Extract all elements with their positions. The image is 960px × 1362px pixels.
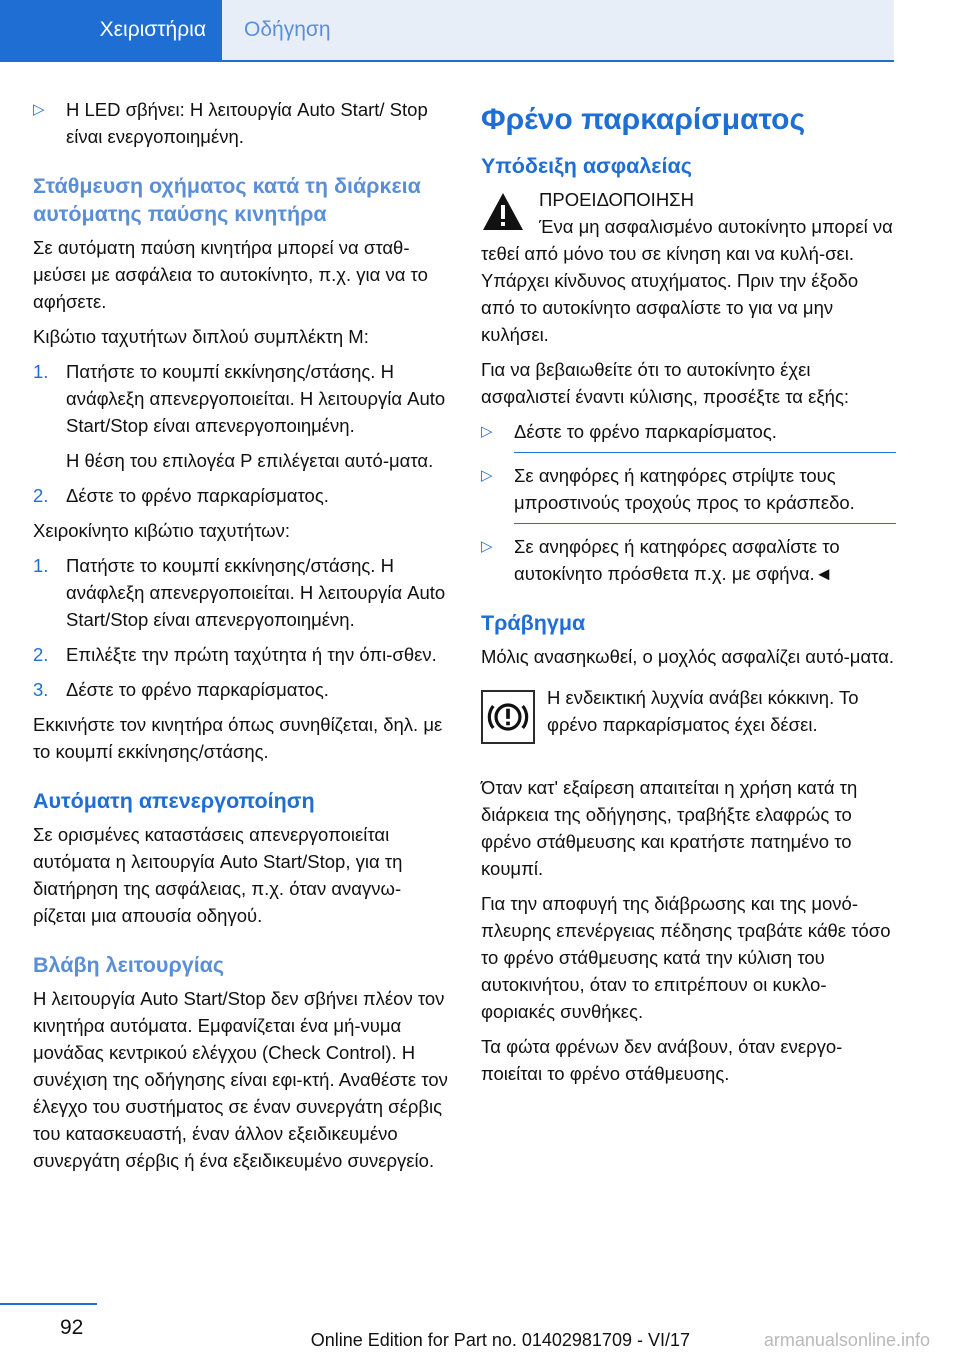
list-item	[33, 552, 448, 633]
triangle-bullet-icon: ▷	[481, 538, 493, 555]
right-column	[481, 96, 896, 1095]
heading-stop-parking: Στάθμευση οχήματος κατά τη διάρκεια αυτόματης παύσης κινητήρα	[33, 174, 421, 226]
warning-triangle-icon	[481, 190, 525, 234]
header-rule	[0, 60, 894, 62]
paragraph-dct: Κιβώτιο ταχυτήτων διπλού συμπλέκτη M:	[33, 326, 369, 347]
list-item	[33, 358, 448, 474]
step-number: 2.	[33, 644, 49, 665]
triangle-bullet-icon: ▷	[481, 467, 493, 484]
paragraph-corrosion: Για την αποφυγή της διάβρωσης και της μονό-πλευρης επενέργειας πέδησης τραβάτε κάθε τόσο το φρένο στάθμευσης κατά την κύλιση του αυτοκινήτου, όταν το επιτρέπουν οι κυκλο-φοριακές συνθήκες.	[481, 893, 891, 1022]
secure-list	[481, 418, 896, 587]
left-column	[33, 96, 448, 1182]
paragraph-pull: Μόλις ανασηκωθεί, ο μοχλός ασφαλίζει αυτό-ματα.	[481, 646, 895, 667]
heading-safety-note: Υπόδειξη ασφαλείας	[481, 154, 692, 178]
page-number: 92	[60, 1316, 84, 1339]
paragraph-malfunction: Η λειτουργία Auto Start/Stop δεν σβήνει πλέον τον κινητήρα αυτόματα. Εμφανίζεται ένα μή-νυμα μονάδας κεντρικού ελέγχου (Check Control). Η συνέχιση της οδήγησης είναι εφι-κτή. Αναθέστε τον έλεγχο του συστήματος σε έναν συνεργάτη σέρβις του κατασκευαστή, έναν άλλον εξειδικευμένο συνεργάτη σέρβις ή ένα εξειδικευμένο συνεργείο.	[33, 988, 448, 1171]
paragraph-auto-deactivation: Σε ορισμένες καταστάσεις απενεργοποιείται αυτόματα η λειτουργία Auto Start/Stop, για τη διατήρηση της ασφάλειας, π.χ. όταν αναγνω-ρίζεται μια απουσία οδηγού.	[33, 824, 403, 926]
paragraph-manual: Χειροκίνητο κιβώτιο ταχυτήτων:	[33, 520, 290, 541]
led-list	[33, 96, 448, 150]
paragraph-brake-lights: Τα φώτα φρένων δεν ανάβουν, όταν ενεργο-ποιείται το φρένο στάθμευσης.	[481, 1036, 843, 1084]
brake-indicator-block	[481, 684, 896, 760]
paragraph-restart: Εκκινήστε τον κινητήρα όπως συνηθίζεται, δηλ. με το κουμπί εκκίνησης/στάσης.	[33, 714, 443, 762]
heading-parking-brake: Φρένο παρκαρίσματος	[481, 103, 806, 136]
triangle-bullet-icon: ▷	[33, 101, 45, 118]
brake-indicator-text: Η ενδεικτική λυχνία ανάβει κόκκινη. Το φρένο παρκαρίσματος έχει δέσει.	[547, 687, 859, 735]
bullet-text: Δέστε το φρένο παρκαρίσματος.	[514, 418, 896, 453]
dct-steps	[33, 358, 448, 509]
led-item-text: Η LED σβήνει: Η λειτουργία Auto Start/ Stop είναι ενεργοποιημένη.	[66, 99, 428, 147]
heading-malfunction: Βλάβη λειτουργίας	[33, 953, 225, 977]
warning-block	[481, 186, 896, 348]
header-tabs	[0, 0, 960, 62]
manual-steps	[33, 552, 448, 703]
warning-label: ΠΡΟΕΙΔΟΠΟΙΗΣΗ	[539, 189, 694, 210]
list-item	[481, 418, 896, 453]
list-item	[33, 641, 448, 668]
list-item	[33, 482, 448, 509]
tab-driving[interactable]: Οδήγηση	[222, 0, 894, 60]
edition-text: Online Edition for Part no. 01402981709 - VI/17	[310, 1330, 690, 1350]
triangle-bullet-icon: ▷	[481, 423, 493, 440]
paragraph-stop-parking: Σε αυτόματη παύση κινητήρα μπορεί να σταθ-μεύσει με ασφάλεια το αυτοκίνητο, π.χ. για να το αφήσετε.	[33, 237, 428, 312]
step-number: 1.	[33, 555, 49, 576]
watermark: armanualsonline.info	[763, 1330, 930, 1350]
step-text: Επιλέξτε την πρώτη ταχύτητα ή την όπι-σθεν.	[66, 644, 437, 665]
parking-brake-icon	[481, 690, 535, 744]
step-subtext: Η θέση του επιλογέα P επιλέγεται αυτό-ματα.	[66, 450, 434, 471]
footer-rule	[0, 1303, 97, 1305]
list-item	[33, 676, 448, 703]
step-number: 2.	[33, 485, 49, 506]
bullet-text: Σε ανηφόρες ή κατηφόρες στρίψτε τους μπροστινούς τροχούς προς το κράσπεδο.	[514, 462, 896, 524]
list-item	[481, 533, 896, 587]
step-text: Δέστε το φρένο παρκαρίσματος.	[66, 679, 329, 700]
heading-auto-deactivation: Αυτόματη απενεργοποίηση	[33, 789, 315, 813]
step-number: 1.	[33, 361, 49, 382]
warning-text: Ένα μη ασφαλισμένο αυτοκίνητο μπορεί να τεθεί από μόνο του σε κίνηση και να κυλή-σει. Υπάρχει κίνδυνος ατυχήματος. Πριν την έξοδο από το αυτοκίνητο ασφαλίστε το για να μην κυλήσει.	[481, 216, 893, 345]
tab-controls[interactable]: Χειριστήρια	[0, 0, 222, 60]
bullet-text: Σε ανηφόρες ή κατηφόρες ασφαλίστε το αυτοκίνητο πρόσθετα π.χ. με σφήνα.◄	[514, 536, 840, 584]
heading-pull: Τράβηγμα	[481, 611, 586, 635]
step-text: Πατήστε το κουμπί εκκίνησης/στάσης. Η ανάφλεξη απενεργοποιείται. Η λειτουργία Auto Start/Stop είναι απενεργοποιημένη.	[66, 361, 446, 436]
step-text: Πατήστε το κουμπί εκκίνησης/στάσης. Η ανάφλεξη απενεργοποιείται. Η λειτουργία Auto Start/Stop είναι απενεργοποιημένη.	[66, 555, 446, 630]
step-text: Δέστε το φρένο παρκαρίσματος.	[66, 485, 329, 506]
step-number: 3.	[33, 679, 49, 700]
list-item	[481, 462, 896, 524]
paragraph-secure: Για να βεβαιωθείτε ότι το αυτοκίνητο έχει ασφαλιστεί έναντι κύλισης, προσέξτε τα εξής:	[481, 359, 849, 407]
paragraph-exception: Όταν κατ' εξαίρεση απαιτείται η χρήση κατά τη διάρκεια της οδήγησης, τραβήξτε ελαφρώς το φρένο στάθμευσης και κρατήστε πατημένο το κουμπί.	[481, 777, 858, 879]
list-item	[33, 96, 448, 150]
